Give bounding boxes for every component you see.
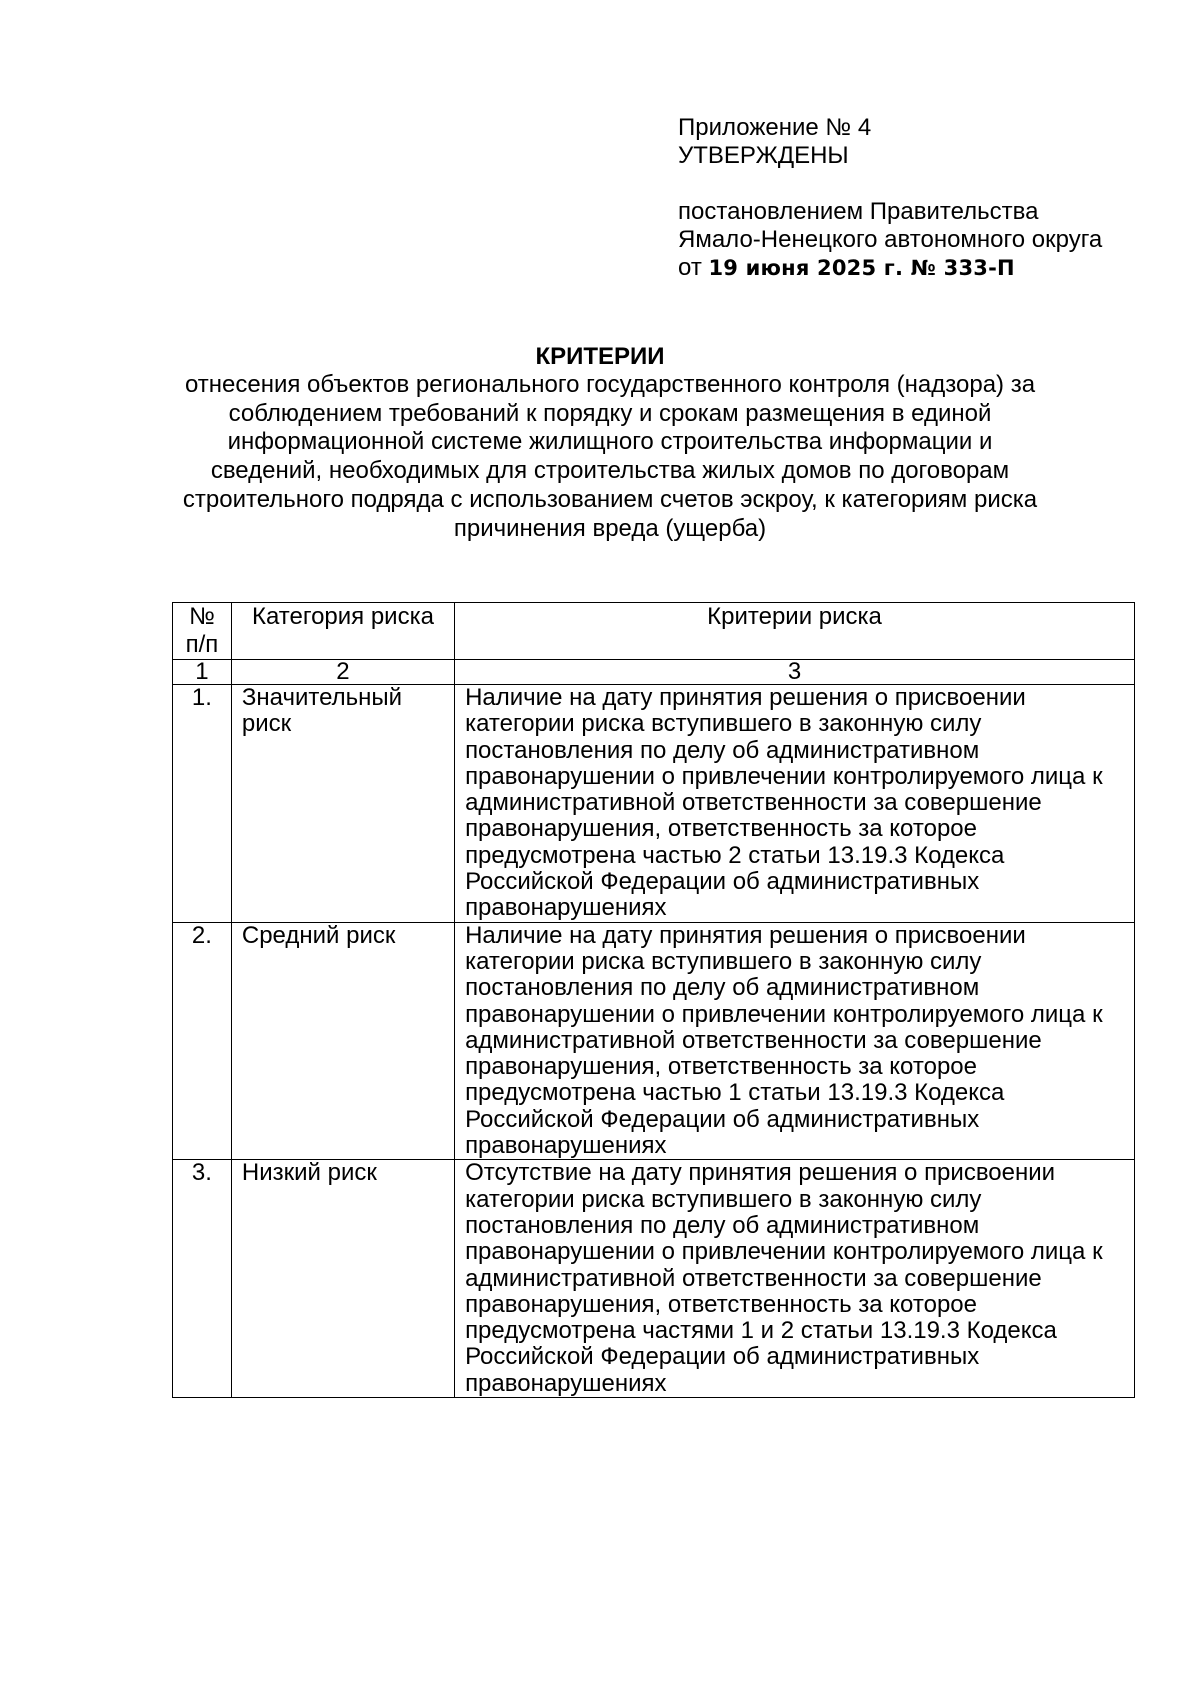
- criteria-line: Российской Федерации об административных: [465, 1105, 980, 1133]
- row-category: [231, 685, 454, 923]
- column-number-cell: 1: [173, 660, 232, 685]
- category-line: риск: [241, 710, 292, 738]
- header-number-line: №: [189, 603, 215, 630]
- criteria-table: [172, 602, 1135, 1398]
- criteria-line: правонарушении о привлечении контролируемого лица к: [465, 762, 1103, 790]
- column-number-row: [173, 660, 1135, 685]
- subtitle-line: отнесения объектов регионального государственного контроля (надзора) за: [184, 371, 1036, 398]
- row-criteria: [455, 1160, 1135, 1398]
- criteria-line: предусмотрена частью 1 статьи 13.19.3 Кодекса: [465, 1079, 1005, 1107]
- appendix-number: Приложение № 4: [678, 114, 872, 141]
- approval-block: [678, 114, 1102, 282]
- criteria-line: правонарушении о привлечении контролируемого лица к: [465, 1000, 1103, 1028]
- category-line: Значительный: [241, 684, 403, 711]
- criteria-line: Российской Федерации об административных: [465, 868, 980, 896]
- category-line: Средний риск: [241, 921, 396, 949]
- criteria-line: правонарушении о привлечении контролируемого лица к: [465, 1238, 1103, 1266]
- column-number-cell: 3: [455, 660, 1135, 685]
- criteria-line: постановления по делу об административном: [465, 974, 980, 1002]
- document-subtitle: [160, 371, 1060, 543]
- row-criteria: [455, 685, 1135, 923]
- criteria-line: правонарушения, ответственность за которое: [465, 1290, 977, 1318]
- row-criteria: [455, 922, 1135, 1160]
- criteria-line: административной ответственности за совершение: [465, 1026, 1042, 1054]
- row-category: [231, 1160, 454, 1398]
- criteria-line: предусмотрена частью 2 статьи 13.19.3 Кодекса: [465, 841, 1005, 869]
- spacer: [678, 170, 1102, 198]
- table-row: [173, 685, 1135, 923]
- subtitle-line: строительного подряда с использованием счетов эскроу, к категориям риска: [182, 485, 1038, 513]
- criteria-line: правонарушения, ответственность за которое: [465, 1053, 977, 1081]
- header-criteria-cell: Критерии риска: [455, 603, 1135, 660]
- row-number: 1.: [173, 685, 232, 923]
- header-number-cell: [173, 603, 232, 660]
- criteria-line: постановления по делу об административном: [465, 736, 980, 764]
- subtitle-line: информационной системе жилищного строительства информации и: [227, 428, 993, 456]
- criteria-line: правонарушениях: [465, 894, 667, 922]
- criteria-line: Наличие на дату принятия решения о присвоении: [465, 684, 1026, 711]
- approved-label: УТВЕРЖДЕНЫ: [678, 142, 849, 169]
- criteria-line: Наличие на дату принятия решения о присвоении: [465, 921, 1026, 949]
- row-number: 2.: [173, 922, 232, 1160]
- criteria-line: правонарушениях: [465, 1369, 667, 1397]
- criteria-line: категории риска вступившего в законную силу: [465, 1185, 982, 1213]
- date-prefix: от: [678, 254, 702, 281]
- criteria-line: правонарушения, ответственность за которое: [465, 815, 977, 843]
- criteria-line: предусмотрена частями 1 и 2 статьи 13.19.3 Кодекса: [465, 1317, 1057, 1345]
- table-row: [173, 922, 1135, 1160]
- criteria-line: административной ответственности за совершение: [465, 1264, 1042, 1292]
- subtitle-line: причинения вреда (ущерба): [453, 514, 767, 542]
- subtitle-line: сведений, необходимых для строительства жилых домов по договорам: [210, 457, 1010, 485]
- column-number-cell: 2: [231, 660, 454, 685]
- table-header-row: [173, 603, 1135, 660]
- criteria-line: правонарушениях: [465, 1132, 667, 1160]
- criteria-line: категории риска вступившего в законную силу: [465, 710, 982, 738]
- criteria-line: Отсутствие на дату принятия решения о присвоении: [465, 1159, 1056, 1187]
- category-line: Низкий риск: [241, 1159, 377, 1187]
- criteria-line: Российской Федерации об административных: [465, 1343, 980, 1371]
- resolution-date-number: 19 июня 2025 г. № 333-П: [708, 256, 1015, 280]
- row-category: [231, 922, 454, 1160]
- criteria-line: категории риска вступившего в законную силу: [465, 947, 982, 975]
- subtitle-line: соблюдением требований к порядку и срокам размещения в единой: [228, 399, 992, 427]
- table-row: [173, 1160, 1135, 1398]
- header-number-line: п/п: [185, 631, 219, 658]
- criteria-line: административной ответственности за совершение: [465, 789, 1042, 817]
- resolution-line: постановлением Правительства: [678, 198, 1039, 225]
- header-category-cell: Категория риска: [231, 603, 454, 660]
- resolution-date-line: [678, 254, 1102, 282]
- row-number: 3.: [173, 1160, 232, 1398]
- document-title: КРИТЕРИИ: [535, 343, 665, 370]
- region-line: Ямало-Ненецкого автономного округа: [678, 226, 1103, 253]
- criteria-line: постановления по делу об административном: [465, 1211, 980, 1239]
